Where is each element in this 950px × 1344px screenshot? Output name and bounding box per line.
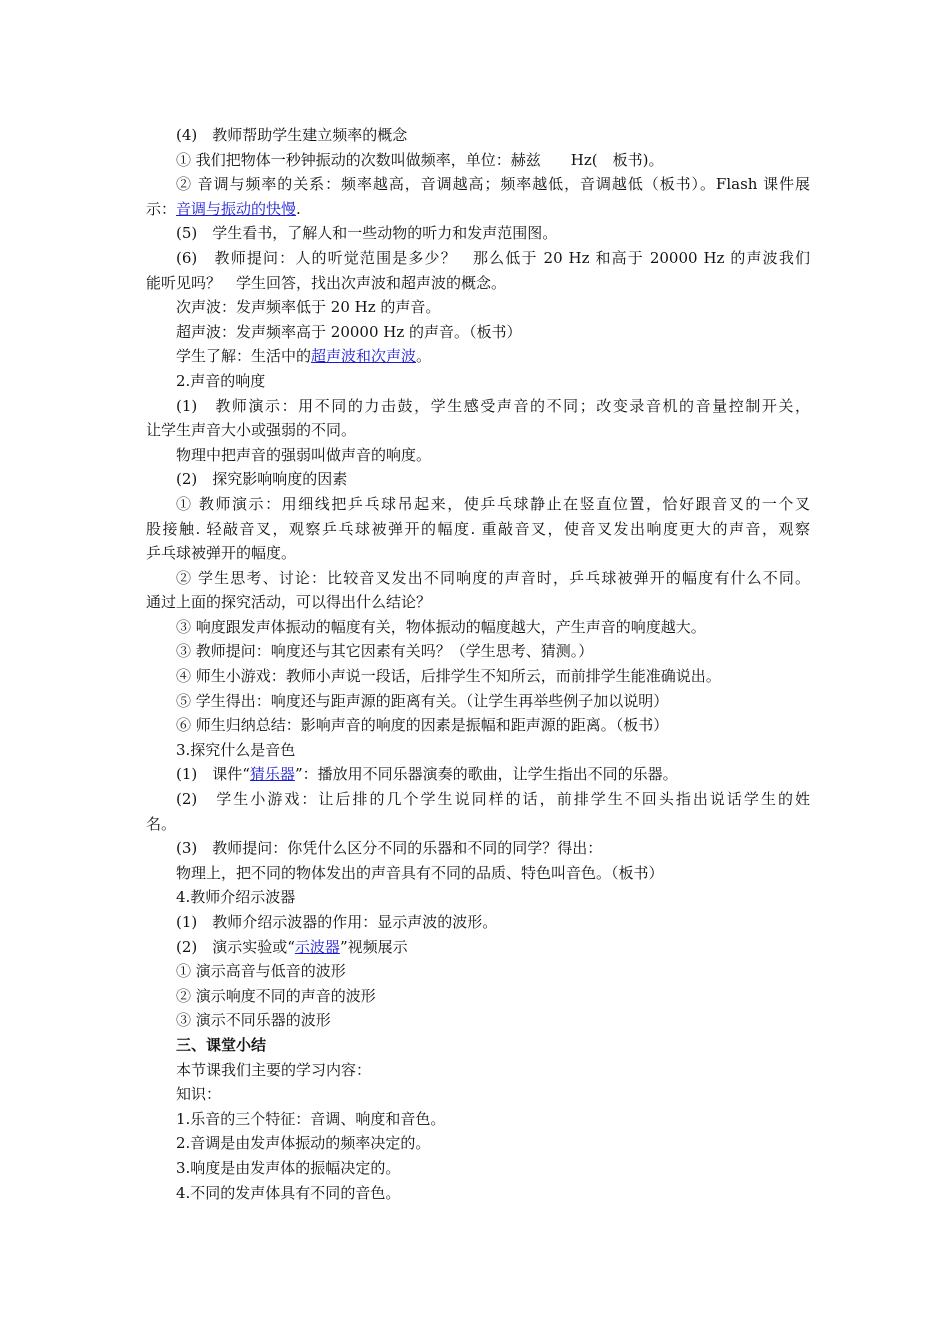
text-span: 。	[416, 347, 432, 366]
paragraph: (1) 教师演示：用不同的力击鼓，学生感受声音的不同；改变录音机的音量控制开关，	[176, 396, 810, 415]
text-span: 示：	[146, 199, 177, 218]
text-span: 学生了解：生活中的	[176, 347, 312, 366]
link-pitch-vibration[interactable]: 音调与振动的快慢	[176, 199, 297, 218]
paragraph: (6) 教师提问：人的听觉范围是多少？ 那么低于 20 Hz 和高于 20000 Hz 的声波我们	[176, 248, 810, 267]
paragraph: 让学生声音大小或强弱的不同。	[146, 421, 357, 440]
paragraph: (1) 教师介绍示波器的作用：显示声波的波形。	[176, 913, 498, 931]
document-body	[146, 123, 810, 1205]
paragraph: 次声波：发声频率低于 20 Hz 的声音。	[176, 298, 441, 317]
paragraph: 超声波：发声频率高于 20000 Hz 的声音。（板书）	[176, 322, 522, 341]
paragraph: 本节课我们主要的学习内容：	[176, 1060, 372, 1079]
paragraph: ② 学生思考、讨论：比较音叉发出不同响度的声音时，乒乓球被弹开的幅度有什么不同。	[176, 568, 810, 587]
paragraph: (2) 探究影响响度的因素	[176, 470, 348, 489]
list-item: 2.音调是由发声体振动的频率决定的。	[176, 1134, 431, 1153]
paragraph: 通过上面的探究活动，可以得出什么结论？	[146, 593, 432, 612]
section-heading: 2.声音的响度	[176, 371, 266, 390]
text-span: ”视频展示	[339, 937, 408, 956]
paragraph: ① 教师演示：用细线把乒乓球吊起来，使乒乓球静止在竖直位置，恰好跟音叉的一个叉	[176, 494, 810, 513]
paragraph: 股接触. 轻敲音叉，观察乒乓球被弹开的幅度. 重敲音叉，使音叉发出响度更大的声音，观察	[146, 519, 810, 538]
paragraph: ① 我们把物体一秒钟振动的次数叫做频率，单位：赫兹 Hz( 板书)。	[176, 150, 664, 169]
text-span: ”：播放用不同乐器演奏的歌曲，让学生指出不同的乐器。	[294, 765, 678, 784]
paragraph: (3) 教师提问：你凭什么区分不同的乐器和不同的同学？得出：	[176, 839, 603, 858]
list-item: 1.乐音的三个特征：音调、响度和音色。	[176, 1109, 446, 1128]
text-span: (1) 课件“	[176, 765, 250, 784]
paragraph	[146, 344, 810, 369]
text-span: (2) 演示实验或“	[176, 937, 295, 956]
paragraph: ⑤ 学生得出：响度还与距声源的距离有关。（让学生再举些例子加以说明）	[176, 691, 669, 710]
paragraph: 能听见吗？ 学生回答，找出次声波和超声波的概念。	[146, 273, 507, 292]
list-item: 4.不同的发声体具有不同的音色。	[176, 1183, 401, 1202]
paragraph: ④ 师生小游戏：教师小声说一段话，后排学生不知所云，而前排学生能准确说出。	[176, 667, 721, 686]
paragraph	[146, 935, 810, 960]
text-span: .	[296, 199, 301, 218]
link-guess-instrument[interactable]: 猜乐器	[249, 765, 295, 784]
paragraph	[146, 762, 810, 787]
link-oscilloscope[interactable]: 示波器	[294, 937, 340, 956]
paragraph: (5) 学生看书，了解人和一些动物的听力和发声范围图。	[176, 224, 558, 243]
paragraph: 名。	[146, 814, 177, 833]
paragraph: 乒乓球被弹开的幅度。	[146, 544, 297, 563]
list-item: ③ 演示不同乐器的波形	[176, 1011, 331, 1030]
list-item: ② 演示响度不同的声音的波形	[176, 986, 376, 1005]
list-item: ① 演示高音与低音的波形	[176, 962, 346, 981]
paragraph: ③ 响度跟发声体振动的幅度有关，物体振动的幅度越大，产生声音的响度越大。	[176, 617, 706, 636]
paragraph: 知识：	[176, 1085, 222, 1104]
section-heading: 3.探究什么是音色	[176, 740, 296, 759]
paragraph: 物理中把声音的强弱叫做声音的响度。	[176, 445, 432, 464]
section-title: 三、课堂小结	[176, 1035, 267, 1054]
link-ultrasound-infrasound[interactable]: 超声波和次声波	[311, 347, 417, 366]
paragraph: 物理上，把不同的物体发出的声音具有不同的品质、特色叫音色。（板书）	[176, 863, 664, 882]
section-heading: 4.教师介绍示波器	[176, 888, 296, 907]
paragraph: (2) 学生小游戏：让后排的几个学生说同样的话，前排学生不回头指出说话学生的姓	[176, 790, 810, 809]
list-item: 3.响度是由发声体的振幅决定的。	[176, 1158, 401, 1177]
paragraph: ⑥ 师生归纳总结：影响声音的响度的因素是振幅和距声源的距离。（板书）	[176, 716, 669, 735]
paragraph: ② 音调与频率的关系：频率越高，音调越高；频率越低，音调越低（板书）。Flash 课件展	[176, 175, 810, 194]
paragraph: (4) 教师帮助学生建立频率的概念	[176, 126, 408, 144]
paragraph: ③ 教师提问：响度还与其它因素有关吗？（学生思考、猜测。）	[176, 642, 594, 661]
paragraph	[146, 197, 810, 222]
